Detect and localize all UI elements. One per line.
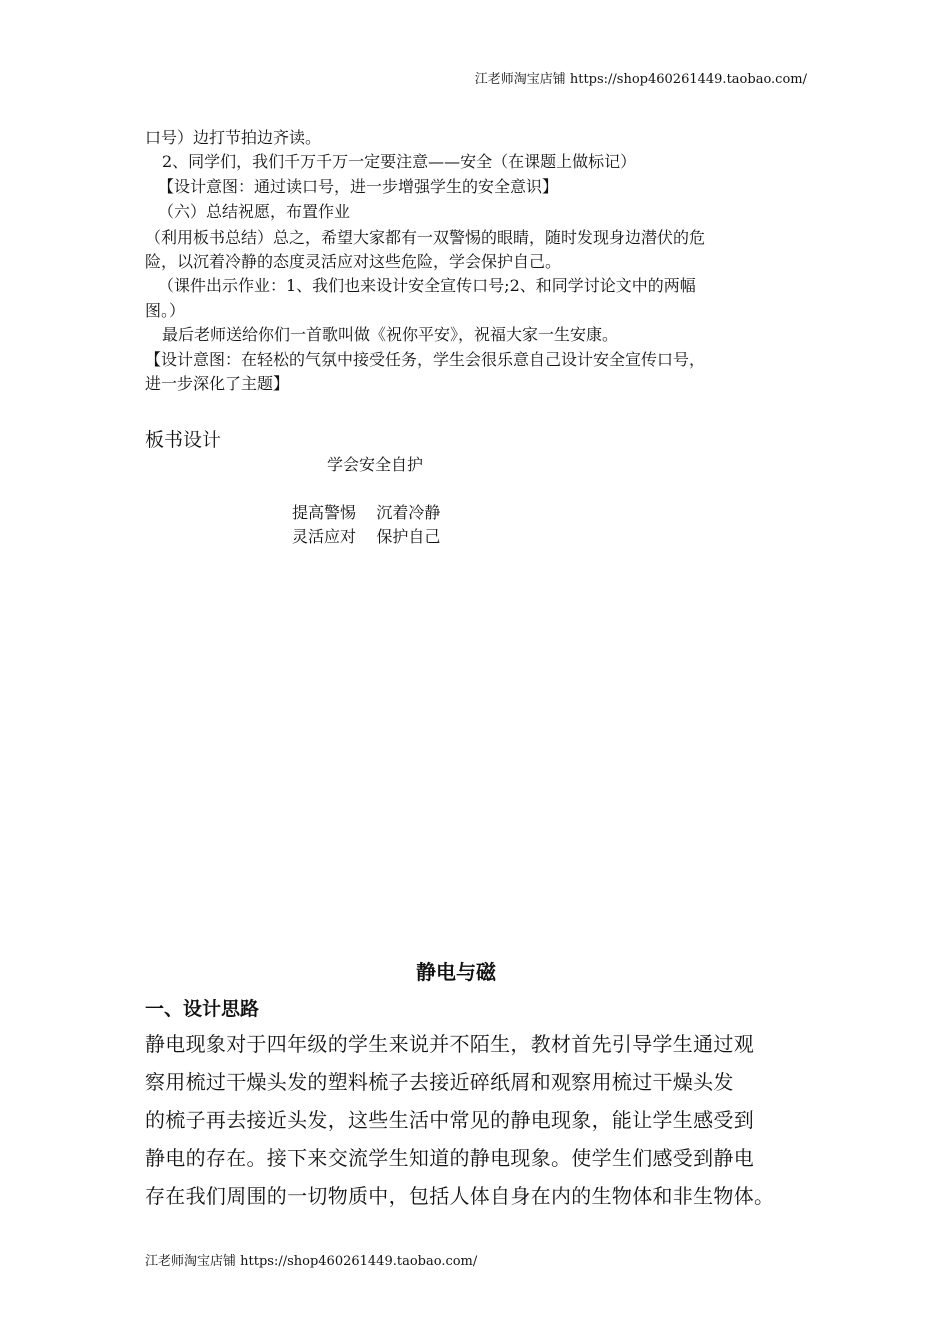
text-line: 最后老师送给你们一首歌叫做《祝你平安》，祝福大家一生安康。 xyxy=(162,325,619,344)
text-line: 进一步深化了主题】 xyxy=(145,374,290,393)
page-footer-shop-link: 江老师淘宝店铺 https://shop460261449.taobao.com/ xyxy=(145,1254,478,1269)
page-header-shop-link: 江老师淘宝店铺 https://shop460261449.taobao.com/ xyxy=(474,72,807,87)
text-line: 口号）边打节拍边齐读。 xyxy=(145,128,322,147)
board-heading: 学会安全自护 xyxy=(327,455,424,474)
text-line: 2、同学们，我们千万千万一定要注意——安全（在课题上做标记） xyxy=(162,152,637,171)
board-row: 灵活应对 保护自己 xyxy=(292,527,441,546)
text-line: 图。） xyxy=(145,301,186,320)
text-line: （课件出示作业：1、我们也来设计安全宣传口号;2、和同学讨论文中的两幅 xyxy=(158,276,696,295)
paragraph-line: 的梳子再去接近头发，这些生活中常见的静电现象，能让学生感受到 xyxy=(145,1108,754,1132)
paragraph-line: 静电的存在。接下来交流学生知道的静电现象。使学生们感受到静电 xyxy=(145,1146,754,1170)
text-line: 险，以沉着冷静的态度灵活应对这些危险，学会保护自己。 xyxy=(145,252,562,271)
paragraph-line: 静电现象对于四年级的学生来说并不陌生，教材首先引导学生通过观 xyxy=(145,1032,754,1056)
text-line: （利用板书总结）总之，希望大家都有一双警惕的眼睛，随时发现身边潜伏的危 xyxy=(145,228,706,247)
design-intent-note: 【设计意图：在轻松的气氛中接受任务，学生会很乐意自己设计安全宣传口号， xyxy=(145,350,706,369)
section-heading: 一、设计思路 xyxy=(145,998,260,1020)
section-heading: （六）总结祝愿，布置作业 xyxy=(158,202,351,221)
paragraph-line: 察用梳过干燥头发的塑料梳子去接近碎纸屑和观察用梳过干燥头发 xyxy=(145,1070,734,1094)
lesson-title: 静电与磁 xyxy=(416,960,496,984)
paragraph-line: 存在我们周围的一切物质中，包括人体自身在内的生物体和非生物体。 xyxy=(145,1184,775,1208)
design-intent-note: 【设计意图：通过读口号，进一步增强学生的安全意识】 xyxy=(158,177,559,196)
board-row: 提高警惕 沉着冷静 xyxy=(292,503,441,522)
board-design-title: 板书设计 xyxy=(145,429,222,451)
